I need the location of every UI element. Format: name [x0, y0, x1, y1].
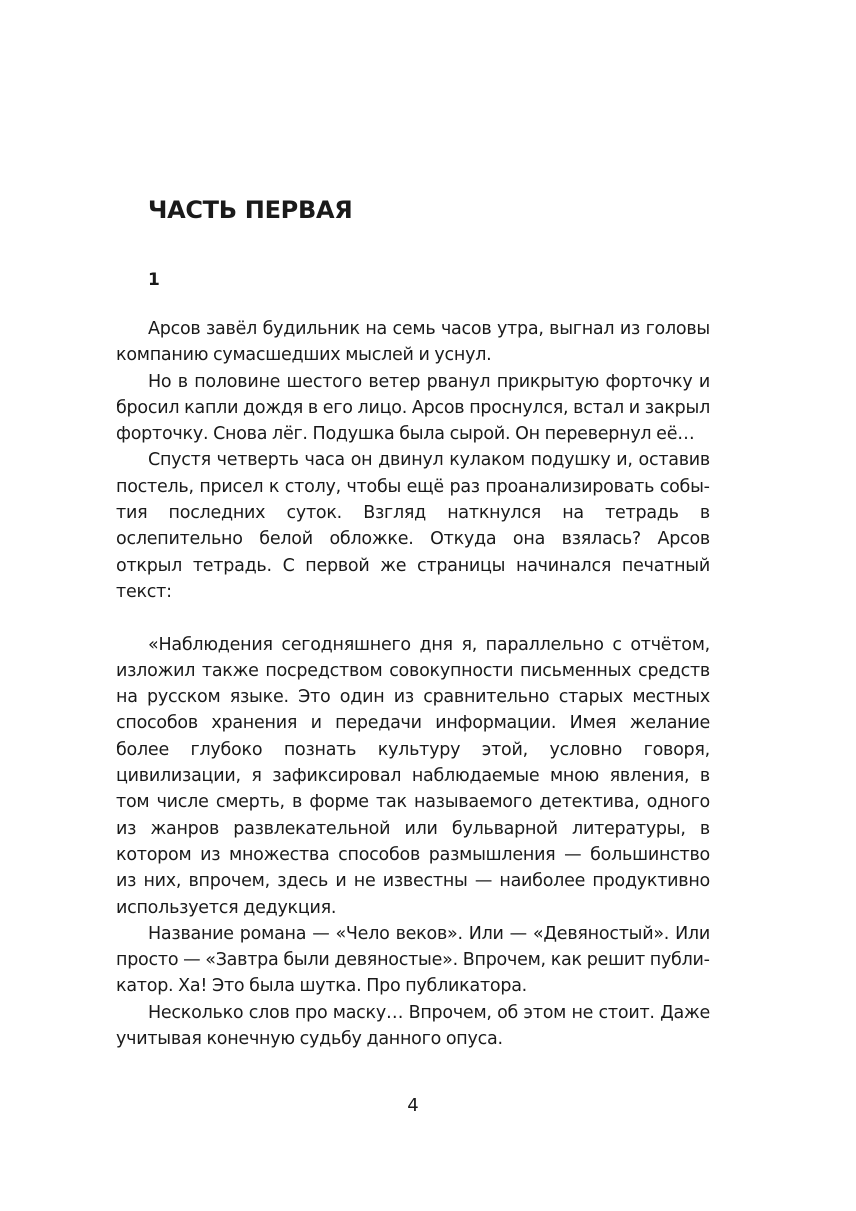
- chapter-number: 1: [148, 270, 160, 290]
- paragraph: Название романа — «Чело веков». Или — «Девяностый». Или просто — «Завтра были девяностые». Впрочем, как решит публикатор. Ха! Это была шутка. Про публикатора.: [116, 923, 710, 997]
- paragraph: Арсов завёл будильник на семь часов утра, выгнал из головы компанию сумасшедших мыслей и уснул.: [116, 319, 710, 366]
- paragraph: Несколько слов про маску… Впрочем, об этом не стоит. Даже учитывая конечную судьбу данного опуса.: [116, 1002, 710, 1050]
- paragraph: «Наблюдения сегодняшнего дня я, параллельно с отчётом, изложил также посредством совокупности письменных средств на русском языке. Это один из сравнительно старых местных способов хранения и передачи информации. Имея желание более глубоко познать культуру этой, условно говоря, цивилизации, я зафиксировал наблюдаемые мною явления, в том числе смерть, в форме так называемого детектива, одного из жанров развлекательной или бульварной литературы, в котором из множества способов размышления — большинство из них, впрочем, здесь и не известны — наиболее продуктивно используется дедукция.: [116, 634, 710, 918]
- part-title: ЧАСТЬ ПЕРВАЯ: [148, 196, 353, 224]
- paragraph: Но в половине шестого ветер рванул прикрытую форточку и бросил капли дождя в его лицо. Арсов проснулся, встал и закрыл форточку. Снова лёг. Подушка была сырой. Он перевернул её…: [116, 371, 710, 445]
- page-number: 4: [407, 1095, 419, 1116]
- body-text: [116, 316, 710, 1052]
- paragraph-gap: [116, 605, 710, 631]
- book-page: [116, 0, 710, 1211]
- paragraph: Спустя четверть часа он двинул кулаком подушку и, оставив постель, присел к столу, чтобы ещё раз проанализировать события последних суток. Взгляд наткнулся на тетрадь в ослепительно белой обложке. Откуда она взялась? Арсов открыл тетрадь. С первой же страницы начинался печатный текст:: [116, 450, 710, 602]
